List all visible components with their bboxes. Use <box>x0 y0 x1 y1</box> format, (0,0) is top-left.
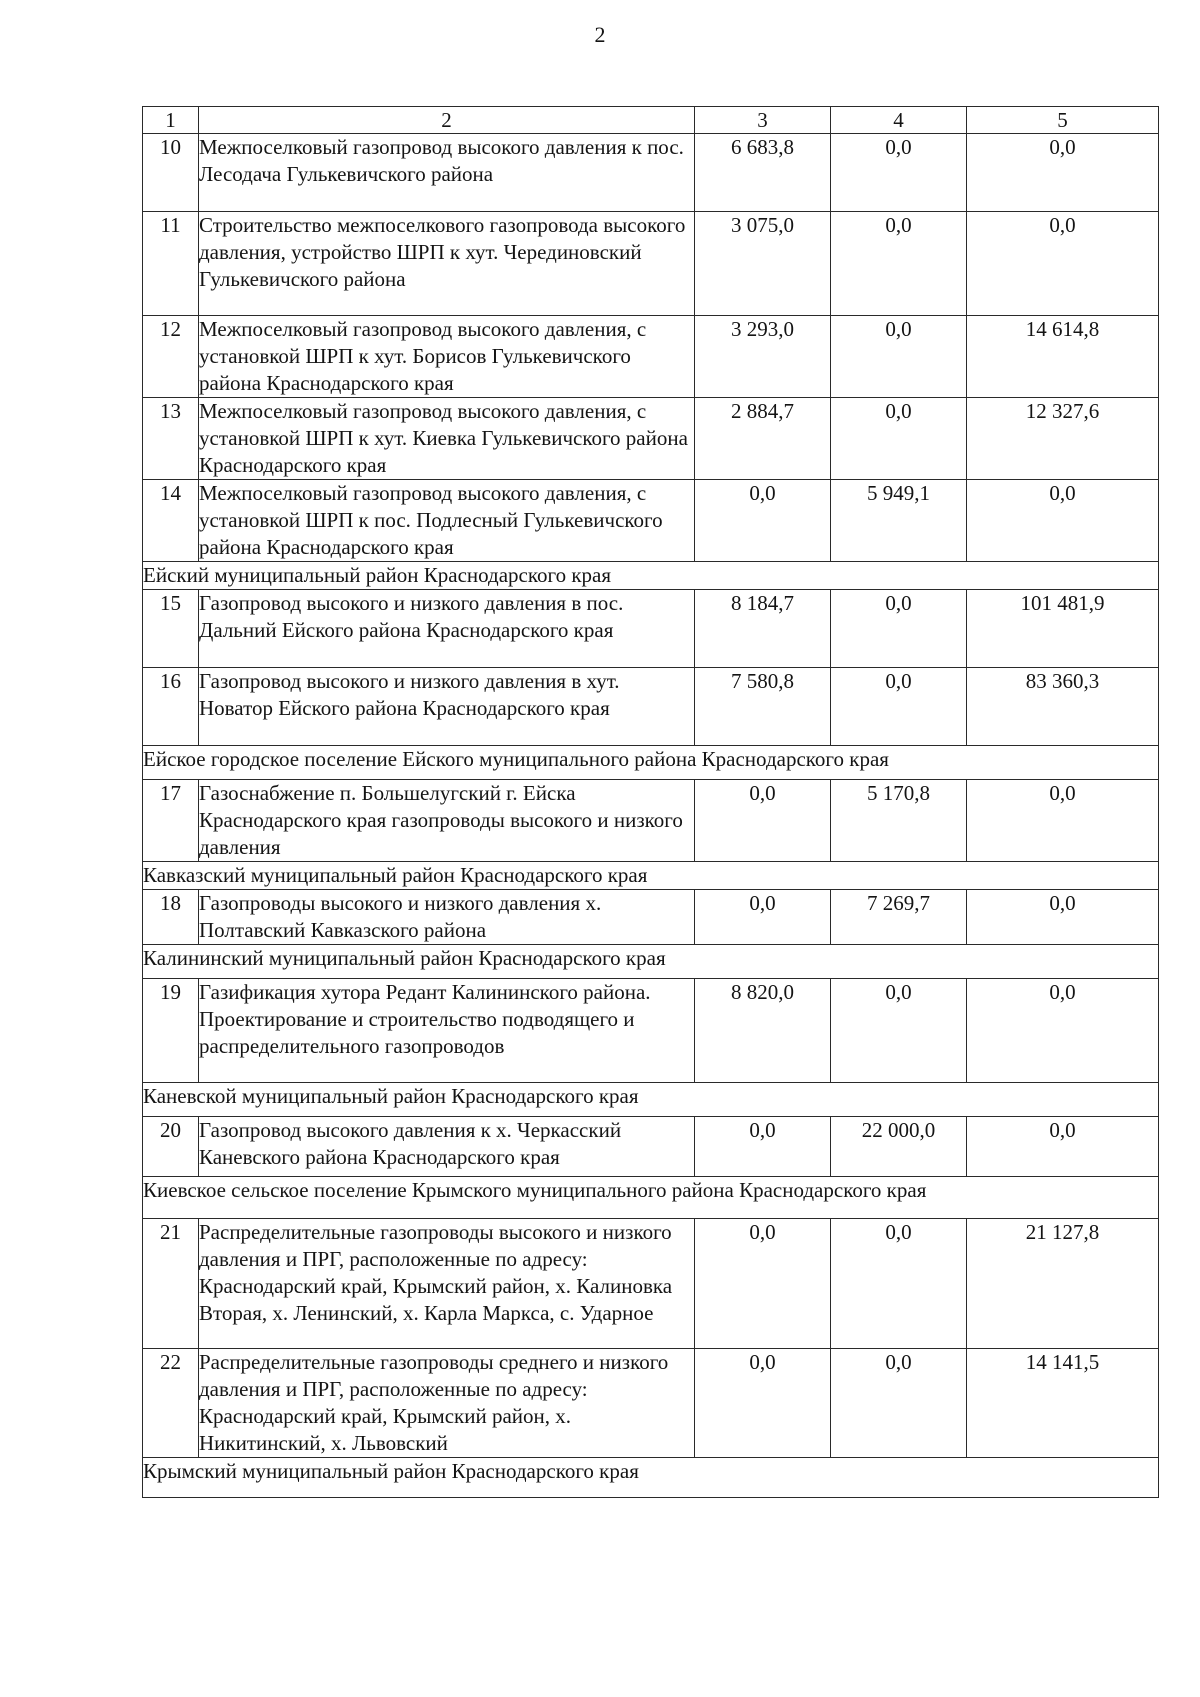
section-title: Каневской муниципальный район Краснодарского края <box>143 1083 1159 1117</box>
value-col4-cell: 0,0 <box>831 1219 967 1349</box>
value-col5-cell: 21 127,8 <box>967 1219 1159 1349</box>
table-row <box>143 480 1159 562</box>
row-number-cell: 21 <box>143 1219 199 1349</box>
description-cell: Межпоселковый газопровод высокого давления, с установкой ШРП к хут. Киевка Гулькевичского района Краснодарского края <box>199 398 695 480</box>
value-col3-cell: 3 075,0 <box>695 212 831 316</box>
row-number-cell: 18 <box>143 890 199 945</box>
header-row <box>143 107 1159 134</box>
description-cell: Газоснабжение п. Большелугский г. Ейска Краснодарского края газопроводы высокого и низкого давления <box>199 780 695 862</box>
row-number-cell: 12 <box>143 316 199 398</box>
header-cell: 3 <box>695 107 831 134</box>
row-number-cell: 15 <box>143 590 199 668</box>
row-number-cell: 13 <box>143 398 199 480</box>
header-cell: 4 <box>831 107 967 134</box>
row-number-cell: 17 <box>143 780 199 862</box>
value-col4-cell: 22 000,0 <box>831 1117 967 1177</box>
value-col4-cell: 0,0 <box>831 1349 967 1458</box>
row-number-cell: 20 <box>143 1117 199 1177</box>
section-row <box>143 945 1159 979</box>
value-col3-cell: 3 293,0 <box>695 316 831 398</box>
value-col5-cell: 12 327,6 <box>967 398 1159 480</box>
table-row <box>143 780 1159 862</box>
description-cell: Газопровод высокого и низкого давления в пос. Дальний Ейского района Краснодарского края <box>199 590 695 668</box>
section-title: Ейский муниципальный район Краснодарского края <box>143 562 1159 590</box>
value-col3-cell: 0,0 <box>695 1219 831 1349</box>
description-cell: Распределительные газопроводы высокого и низкого давления и ПРГ, расположенные по адресу: Краснодарский край, Крымский район, х. Калиновка Вторая, х. Ленинский, х. Карла Маркса, с. Ударное <box>199 1219 695 1349</box>
value-col4-cell: 7 269,7 <box>831 890 967 945</box>
value-col5-cell: 14 614,8 <box>967 316 1159 398</box>
value-col5-cell: 83 360,3 <box>967 668 1159 746</box>
value-col4-cell: 0,0 <box>831 134 967 212</box>
table-row <box>143 668 1159 746</box>
header-cell: 1 <box>143 107 199 134</box>
section-row <box>143 1458 1159 1498</box>
description-cell: Межпоселковый газопровод высокого давления, с установкой ШРП к пос. Подлесный Гулькевичского района Краснодарского края <box>199 480 695 562</box>
table-row <box>143 1349 1159 1458</box>
table-row <box>143 979 1159 1083</box>
value-col5-cell: 0,0 <box>967 480 1159 562</box>
section-row <box>143 1177 1159 1219</box>
section-row <box>143 562 1159 590</box>
row-number-cell: 19 <box>143 979 199 1083</box>
value-col3-cell: 0,0 <box>695 1349 831 1458</box>
table-row <box>143 316 1159 398</box>
value-col3-cell: 0,0 <box>695 780 831 862</box>
row-number-cell: 22 <box>143 1349 199 1458</box>
value-col4-cell: 0,0 <box>831 590 967 668</box>
value-col3-cell: 0,0 <box>695 480 831 562</box>
description-cell: Межпоселковый газопровод высокого давления к пос. Лесодача Гулькевичского района <box>199 134 695 212</box>
description-cell: Межпоселковый газопровод высокого давления, с установкой ШРП к хут. Борисов Гулькевичского района Краснодарского края <box>199 316 695 398</box>
value-col4-cell: 5 170,8 <box>831 780 967 862</box>
value-col5-cell: 14 141,5 <box>967 1349 1159 1458</box>
section-row <box>143 1083 1159 1117</box>
section-title: Ейское городское поселение Ейского муниципального района Краснодарского края <box>143 746 1159 780</box>
table-row <box>143 890 1159 945</box>
value-col5-cell: 101 481,9 <box>967 590 1159 668</box>
section-row <box>143 746 1159 780</box>
value-col4-cell: 0,0 <box>831 212 967 316</box>
value-col5-cell: 0,0 <box>967 890 1159 945</box>
table-row <box>143 398 1159 480</box>
description-cell: Строительство межпоселкового газопровода высокого давления, устройство ШРП к хут. Черединовский Гулькевичского района <box>199 212 695 316</box>
section-title: Киевское сельское поселение Крымского муниципального района Краснодарского края <box>143 1177 1159 1219</box>
value-col3-cell: 2 884,7 <box>695 398 831 480</box>
value-col5-cell: 0,0 <box>967 979 1159 1083</box>
value-col3-cell: 8 820,0 <box>695 979 831 1083</box>
row-number-cell: 11 <box>143 212 199 316</box>
value-col4-cell: 0,0 <box>831 668 967 746</box>
row-number-cell: 16 <box>143 668 199 746</box>
value-col4-cell: 0,0 <box>831 316 967 398</box>
value-col5-cell: 0,0 <box>967 780 1159 862</box>
description-cell: Газопровод высокого и низкого давления в хут. Новатор Ейского района Краснодарского края <box>199 668 695 746</box>
row-number-cell: 10 <box>143 134 199 212</box>
table-row <box>143 1219 1159 1349</box>
table-row <box>143 590 1159 668</box>
value-col5-cell: 0,0 <box>967 1117 1159 1177</box>
value-col3-cell: 0,0 <box>695 890 831 945</box>
value-col4-cell: 5 949,1 <box>831 480 967 562</box>
table-row <box>143 1117 1159 1177</box>
data-table <box>142 106 1159 1498</box>
description-cell: Газопровод высокого давления к х. Черкасский Каневского района Краснодарского края <box>199 1117 695 1177</box>
value-col4-cell: 0,0 <box>831 398 967 480</box>
section-title: Крымский муниципальный район Краснодарского края <box>143 1458 1159 1498</box>
value-col3-cell: 7 580,8 <box>695 668 831 746</box>
table-row <box>143 134 1159 212</box>
value-col3-cell: 8 184,7 <box>695 590 831 668</box>
row-number-cell: 14 <box>143 480 199 562</box>
section-title: Кавказский муниципальный район Краснодарского края <box>143 862 1159 890</box>
description-cell: Газификация хутора Редант Калининского района. Проектирование и строительство подводящего и распределительного газопроводов <box>199 979 695 1083</box>
value-col5-cell: 0,0 <box>967 212 1159 316</box>
page-number: 2 <box>594 22 606 47</box>
description-cell: Газопроводы высокого и низкого давления х. Полтавский Кавказского района <box>199 890 695 945</box>
description-cell: Распределительные газопроводы среднего и низкого давления и ПРГ, расположенные по адресу: Краснодарский край, Крымский район, х. Никитинский, х. Львовский <box>199 1349 695 1458</box>
section-title: Калининский муниципальный район Краснодарского края <box>143 945 1159 979</box>
value-col3-cell: 0,0 <box>695 1117 831 1177</box>
header-cell: 5 <box>967 107 1159 134</box>
value-col5-cell: 0,0 <box>967 134 1159 212</box>
section-row <box>143 862 1159 890</box>
value-col3-cell: 6 683,8 <box>695 134 831 212</box>
header-cell: 2 <box>199 107 695 134</box>
value-col4-cell: 0,0 <box>831 979 967 1083</box>
table-row <box>143 212 1159 316</box>
